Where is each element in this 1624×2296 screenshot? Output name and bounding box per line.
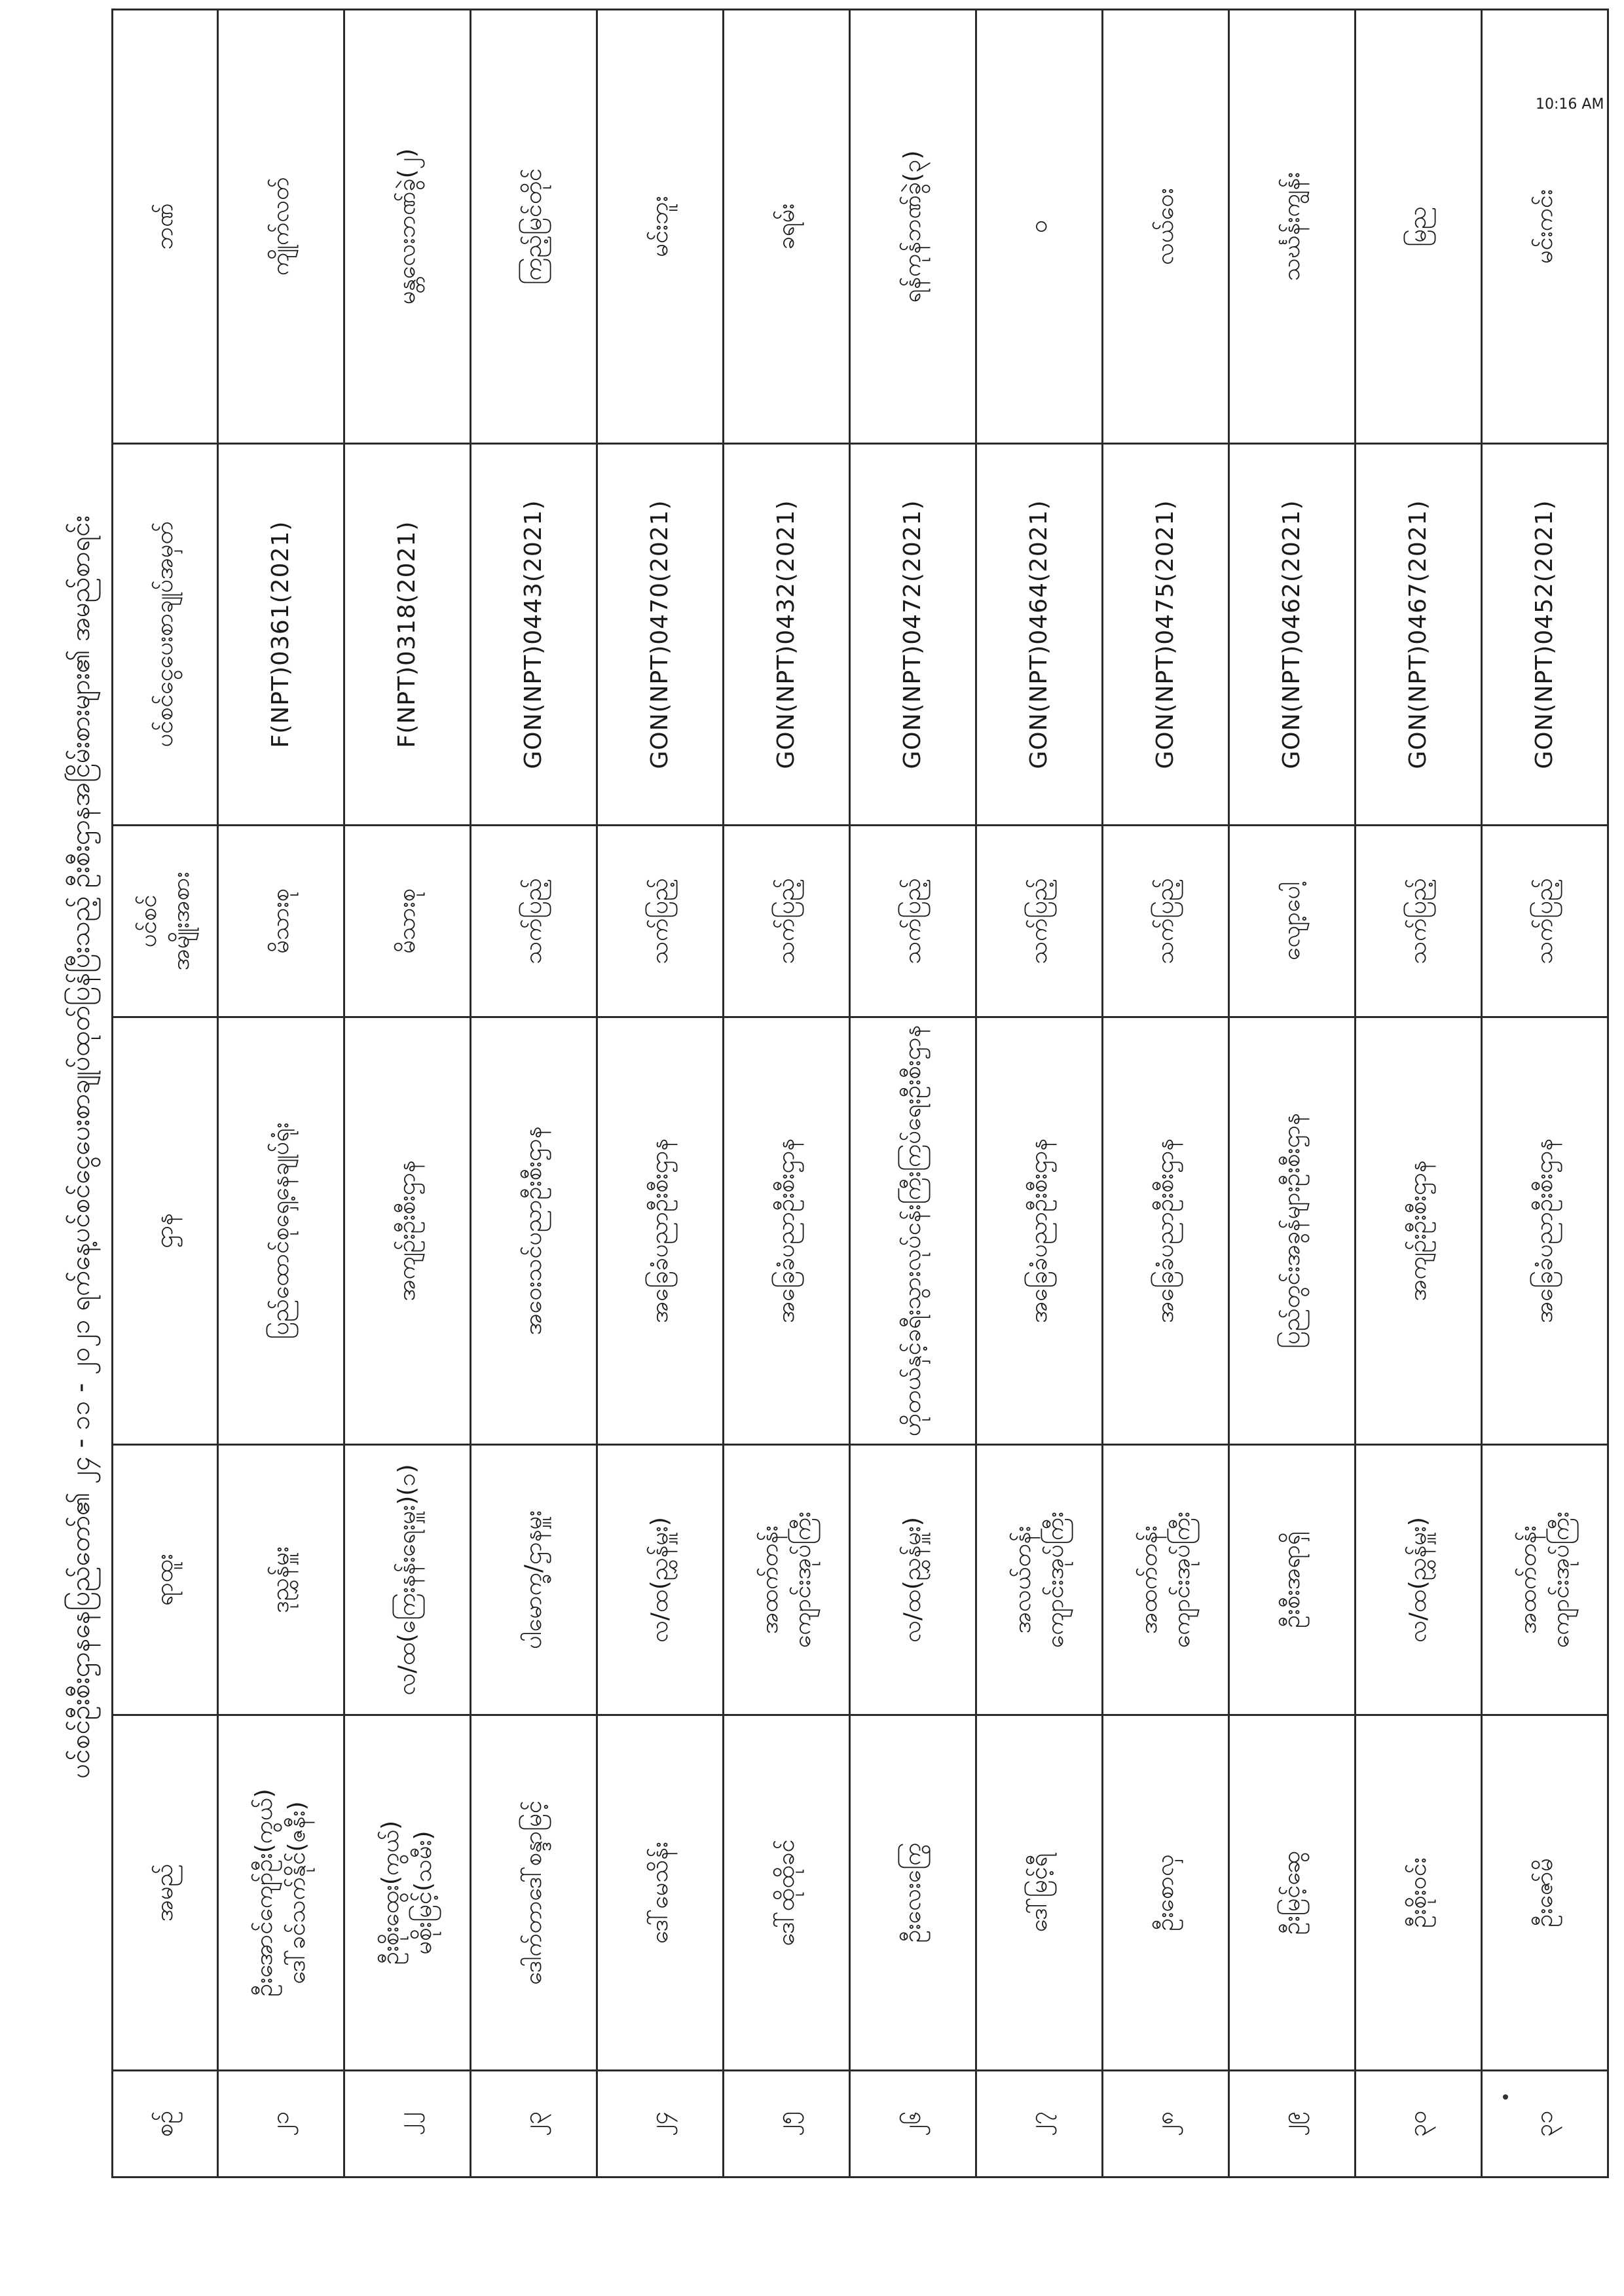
table-row <box>1103 10 1229 2178</box>
cell-permit-number: GON(NPT)0443(2021) <box>471 444 597 826</box>
cell-rank: ဒုညွှန်မှူး <box>218 1445 344 1715</box>
table-row <box>344 10 471 2178</box>
pension-list-table <box>111 9 1609 2178</box>
cell-permit-number: GON(NPT)0464(2021) <box>976 444 1103 826</box>
cell-department: ပြည်တွင်းအခွန်များဦးစီးဌာန <box>1229 1017 1356 1445</box>
cell-name: ဦးစိုးဝင်း <box>1356 1715 1482 2071</box>
cell-rank: လ/ထ(ညွှန်မှူး) <box>1356 1445 1482 1715</box>
cell-permit-number: GON(NPT)0432(2021) <box>724 444 850 826</box>
cell-pension-type: သက်ပြည့် <box>597 826 724 1017</box>
cell-pension-type: မိသားစု <box>344 826 471 1017</box>
cell-permit-number: GON(NPT)0467(2021) <box>1356 444 1482 826</box>
cell-name: ဒေါက်တာဒေါ်စန္ဒာမြင့် <box>471 1715 597 2071</box>
cell-rank: လ/ထ(ကြေးနန်းရေးမှူး)(၁) <box>344 1445 471 1715</box>
table-row <box>471 10 597 2178</box>
header-bank: ဘဏ် <box>113 10 218 444</box>
cell-rank: အထက်တန်း ကျောင်းအုပ်ကြီး <box>1103 1445 1229 1715</box>
cell-permit-number: GON(NPT)0452(2021) <box>1482 444 1608 826</box>
cell-no: ၂၄ <box>597 2071 724 2178</box>
cell-department: အခြေခံပညာဦးစီးဌာန <box>597 1017 724 1445</box>
cell-department: အဝေးသင်ပညာဦးစီးဌာန <box>471 1017 597 1445</box>
cell-department: အခြေခံပညာဦးစီးဌာန <box>1482 1017 1608 1445</box>
cell-department: ပြည်ထောင်စုရှေ့နေချုပ်ရုံး <box>218 1017 344 1445</box>
scan-speck <box>1503 2094 1508 2100</box>
cell-bank: ဝ <box>976 10 1103 444</box>
table-row <box>1482 10 1608 2178</box>
cell-no: ၂၉ <box>1229 2071 1356 2178</box>
cell-bank: မန္တလေးဘဏ်ခွဲ(၂) <box>344 10 471 444</box>
cell-department: ဟိုတယ်နှင့်ခရီးသွားလုပ်ငန်းကြီးကြပ်ရေးဦးစီးဌာန <box>850 1017 976 1445</box>
cell-no: ၃၁ <box>1482 2071 1608 2178</box>
cell-bank: မင်းဘူး <box>597 10 724 444</box>
header-name: အမည် <box>113 1715 218 2071</box>
table-row <box>218 10 344 2178</box>
cell-department: အခြေခံပညာဦးစီးဌာန <box>724 1017 850 1445</box>
cell-pension-type: သက်ပြည့် <box>1482 826 1608 1017</box>
print-timestamp: 10:16 AM <box>1536 96 1604 113</box>
cell-pension-type: သက်ပြည့် <box>976 826 1103 1017</box>
cell-permit-number: F(NPT)0361(2021) <box>218 444 344 826</box>
table-row <box>976 10 1103 2178</box>
cell-name: ဒေါ်မေသိန်း <box>597 1715 724 2071</box>
cell-rank: ဦးစီးအရာရှိ <box>1229 1445 1356 1715</box>
cell-department: အခြေခံပညာဦးစီးဌာန <box>1103 1017 1229 1445</box>
cell-no: ၃၀ <box>1356 2071 1482 2178</box>
cell-pension-type: သက်ပြည့် <box>471 826 597 1017</box>
cell-name: ဦးမြင့်ဆွေ <box>1229 1715 1356 2071</box>
cell-name: ဒေါ်မြင့်ရီ <box>976 1715 1103 2071</box>
cell-no: ၂၃ <box>471 2071 597 2178</box>
header-department: ဌာန <box>113 1017 218 1445</box>
cell-bank: ကျိုက်လတ် <box>218 10 344 444</box>
cell-pension-type: သက်ပြည့် <box>724 826 850 1017</box>
cell-permit-number: GON(NPT)0472(2021) <box>850 444 976 826</box>
cell-no: ၂၆ <box>850 2071 976 2178</box>
header-rank: ရာထူး <box>113 1445 218 1715</box>
cell-name: ဦးစိုးထွေး(ကွယ်) မစိုးမြင့်(သမီး) <box>344 1715 471 2071</box>
cell-no: ၂၈ <box>1103 2071 1229 2178</box>
cell-name: ဦးအောင်ကျော်ဦး(ကွယ်) ဒေါ်ခင်သက်နိုင်(ဇနီး) <box>218 1715 344 2071</box>
cell-bank: မြည <box>1356 10 1482 444</box>
table-row <box>850 10 976 2178</box>
cell-rank: အထက်တန်း ကျောင်းအုပ်ကြီး <box>724 1445 850 1715</box>
cell-name: ဦးဇော်မိ <box>1482 1715 1608 2071</box>
cell-rank: အထက်တန်း ကျောင်းအုပ်ကြီး <box>1482 1445 1608 1715</box>
cell-rank: လ/ထ(ညွှန်မှူး) <box>597 1445 724 1715</box>
cell-name: ဦးစောလှ <box>1103 1715 1229 2071</box>
cell-name: ဒေါ်ထိုထိုခင် <box>724 1715 850 2071</box>
table-header-row <box>113 10 218 2178</box>
cell-permit-number: GON(NPT)0475(2021) <box>1103 444 1229 826</box>
cell-rank: အလယ်တန်း ကျောင်းအုပ်ကြီး <box>976 1445 1103 1715</box>
cell-pension-type: လျော့ပေါ့ <box>1229 826 1356 1017</box>
cell-permit-number: GON(NPT)0462(2021) <box>1229 444 1356 826</box>
table-row <box>597 10 724 2178</box>
cell-no: ၂၁ <box>218 2071 344 2178</box>
cell-pension-type: မိသားစု <box>218 826 344 1017</box>
table-row <box>1356 10 1482 2178</box>
cell-bank: မင်းကင်း <box>1482 10 1608 444</box>
cell-department: အကျဉ်းဦးစီးဌာန <box>344 1017 471 1445</box>
cell-bank: ရန်ကုန်ဘဏ်ခွဲ(၃) <box>850 10 976 444</box>
cell-no: ၂၇ <box>976 2071 1103 2178</box>
cell-permit-number: GON(NPT)0470(2021) <box>597 444 724 826</box>
document-title: ပင်စင်ဦးစီးဌာနနေပြည်တော်၏ ၂၄ - ၁၁ - ၂၀၂၁ ရက်နေ့ပင်စင်ငွေပေးစာချုပ်ထုတ်ပြန်ပြီးသည့် ဦးစီးဌာနအငြိမ်းစားများ၏ အမည်စာရင်း <box>65 515 96 1779</box>
table-row <box>1229 10 1356 2178</box>
cell-department: အခြေခံပညာဦးစီးဌာန <box>976 1017 1103 1445</box>
cell-name: ဦးလေးကြွေ <box>850 1715 976 2071</box>
cell-bank: ကြည့်မြင်တိုင် <box>471 10 597 444</box>
header-no: စဉ် <box>113 2071 218 2178</box>
cell-permit-number: F(NPT)0318(2021) <box>344 444 471 826</box>
cell-no: ၂၂ <box>344 2071 471 2178</box>
table-row <box>724 10 850 2178</box>
cell-rank: လ/ထ(ညွှန်မှူး) <box>850 1445 976 1715</box>
cell-pension-type: သက်ပြည့် <box>1103 826 1229 1017</box>
cell-pension-type: သက်ပြည့် <box>850 826 976 1017</box>
cell-bank: ခရမ်း <box>724 10 850 444</box>
cell-rank: ပါမောက္ခ/ဌာနမှူး <box>471 1445 597 1715</box>
cell-bank: လယ်ဝေး <box>1103 10 1229 444</box>
cell-pension-type: သက်ပြည့် <box>1356 826 1482 1017</box>
cell-no: ၂၅ <box>724 2071 850 2178</box>
cell-bank: သင်္ဃန်းကျွန်း <box>1229 10 1356 444</box>
header-pension-type: ပင်စင် အမျိုးအစား <box>113 826 218 1017</box>
cell-department: အကျဉ်းဦးစီးဌာန <box>1356 1017 1482 1445</box>
header-permit-number: ပင်စင်ငွေပေးစာချုပ်အမှတ် <box>113 444 218 826</box>
